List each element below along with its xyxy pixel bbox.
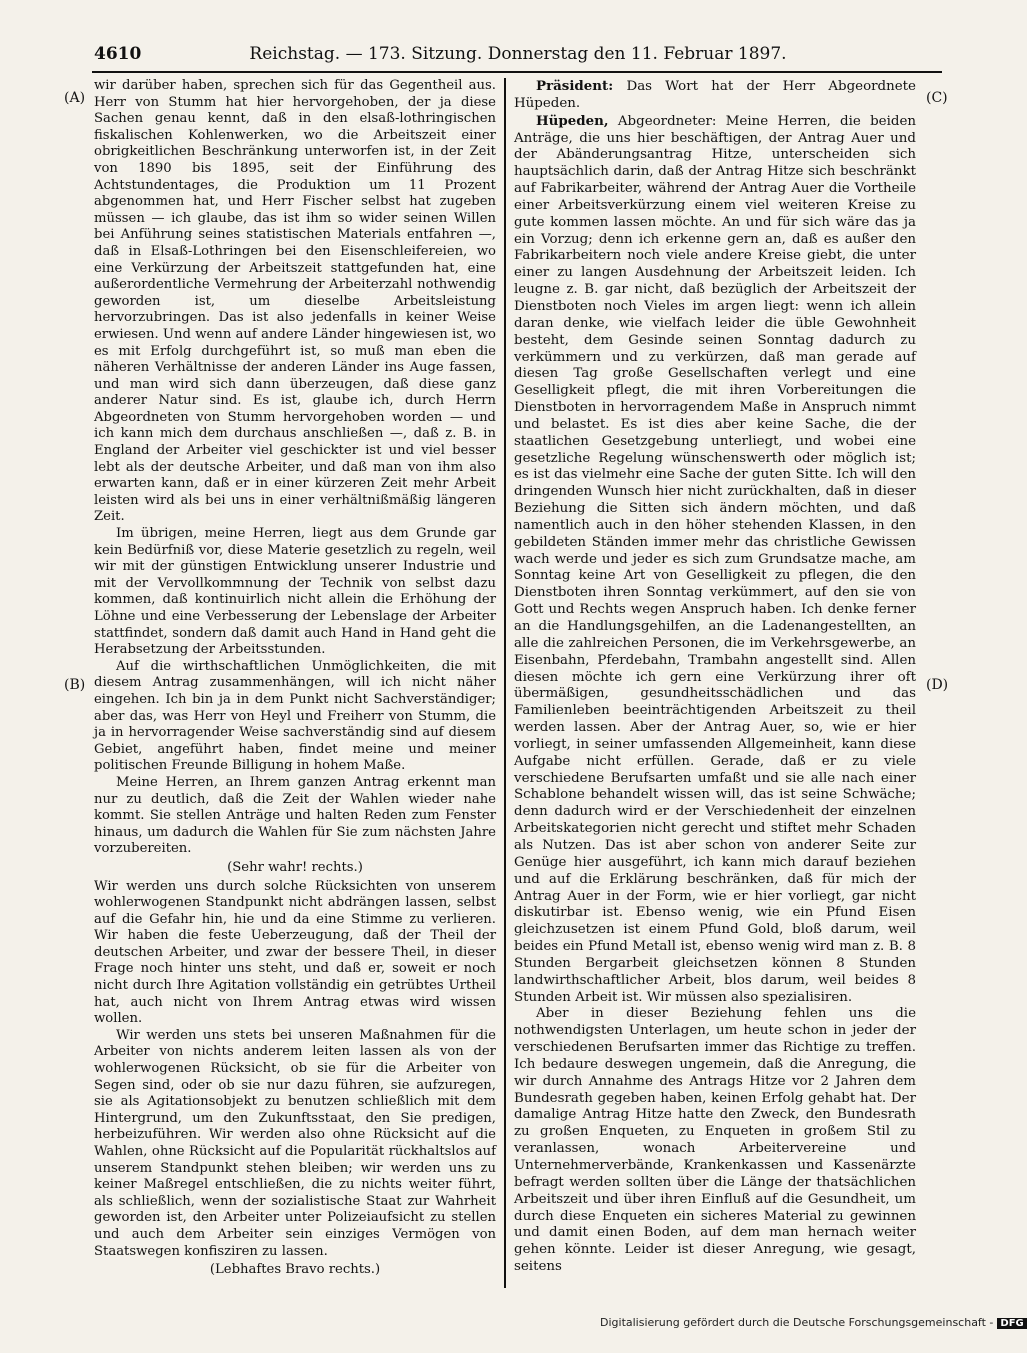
header-rule <box>92 71 942 73</box>
speech-text: Abgeordneter: Meine Herren, die beiden Anträge, die uns hier beschäftigen, der Antrag Auer und der Abänderungsantrag Hitze, unterscheiden sich hauptsächlich darin, daß der Antrag Hitze sich beschränkt auf Fabrikarbeiter, während der Antrag Auer die Vortheile einer Arbeitsverkürzung einem viel weiteren Kreise zu gute kommen lassen möchte. An und für sich wäre das ja ein Vorzug; denn ich erkenne gern an, daß es außer den Fabrikarbeitern noch viele andere Kreise giebt, die unter einer zu langen Ausdehnung der Arbeitszeit leiden. Ich leugne z. B. gar nicht, daß bezüglich der Arbeitszeit der Dienstboten noch Vieles im argen liegt: wenn ich allein daran denke, wie vielfach leider die üble Gewohnheit besteht, dem Gesinde seinen Sonntag dadurch zu verkümmern und zu verkürzen, daß man gerade auf diesen Tag große Gesellschaften verlegt und eine Geselligkeit pflegt, die mit ihren Vorbereitungen die Dienstboten in hervorragendem Maße in Anspruch nimmt und belastet. Es ist dies aber keine Sache, die der staatlichen Gesetzgebung unterliegt, und wobei eine gesetzliche Regelung wünschenswerth oder möglich ist; es ist das vielmehr eine Sache der guten Sitte. Ich will den dringenden Wunsch hier nicht zurückhalten, daß in dieser Beziehung die Sitten sich ändern möchten, und daß namentlich auch in den höher stehenden Klassen, in den gebildeten Ständen immer mehr das christliche Gewissen wach werde und jeder es sich zum Grundsatze mache, am Sonntag keine Art von Geselligkeit zu pflegen, die den Dienstboten ihren Sonntag verkümmert, auf den sie von Gott und Rechts wegen Anspruch haben. Ich denke ferner an die Handlungsgehilfen, an die Ladenangestellten, an alle die zahlreichen Personen, die im Verkehrsgewerbe, an Eisenbahn, Pferdebahn, Trambahn angestellt sind. Allen diesen möchte ich gern eine Verkürzung ihrer oft übermäßigen, gesundheitsschädlichen und das Familienleben beeinträchtigenden Arbeitszeit zu theil werden lassen. Aber der Antrag Auer, so, wie er hier vorliegt, in seiner umfassenden Allgemeinheit, kann diese Aufgabe nicht erfüllen. Gerade, daß er zu viele verschiedene Berufsarten umfaßt und sie alle nach einer Schablone behandelt wissen will, das ist seine Schwäche; denn dadurch wird er der Verschiedenheit der einzelnen Arbeitskategorien nicht gerecht und stiftet mehr Schaden als Nutzen. Das ist aber schon von anderer Seite zur Genüge hier ausgeführt, ich kann mich darauf beziehen und auf die Erklärung beschränken, daß für mich der Antrag Auer in der Form, wie er hier vorliegt, gar nicht diskutirbar ist. Ebenso wenig, wie ein Pfund Eisen gleichzusetzen ist einem Pfund Gold, bloß darum, weil beides ein Pfund Metall ist, ebenso wenig wird man z. B. 8 Stunden Bergarbeit gleichsetzen können 8 Stunden landwirthschaftlicher Arbeit, blos darum, weil beides 8 Stunden Arbeit ist. Wir müssen also spezialisiren. <box>514 113 916 1005</box>
footer-credit <box>600 1316 1027 1329</box>
running-title: Reichstag. — 173. Sitzung. Donnerstag den 11. Februar 1897. <box>249 44 787 64</box>
margin-marker-c: (C) <box>926 90 948 106</box>
paragraph: Auf die wirthschaftlichen Unmöglichkeiten, die mit diesem Antrag zusammenhängen, will ich nicht näher eingehen. Ich bin ja in dem Punkt nicht Sachverständiger; aber das, was Herr von Heyl und Freiherr von Stumm, die ja in hervorragender Weise sachverständig sind auf diesem Gebiet, angeführt haben, findet meine und meiner politischen Freunde Billigung in hohem Maße. <box>94 658 496 774</box>
paragraph <box>514 78 916 113</box>
paragraph: Wir werden uns stets bei unseren Maßnahmen für die Arbeiter von nichts anderem leiten lassen als von der wohlerwogenen Rücksicht, ob sie für die Arbeiter von Segen sind, oder ob sie nur dazu führen, sie aufzuregen, sie als Agitationsobjekt zu benutzen schließlich mit dem Hintergrund, um den Zukunftsstaat, den Sie predigen, herbeizuführen. Wir werden also ohne Rücksicht auf die Wahlen, ohne Rücksicht auf die Popularität rückhaltslos auf unserem Standpunkt stehen bleiben; wir werden uns zu keiner Maßregel entschließen, die zu nichts weiter führt, als schließlich, wenn der sozialistische Staat zur Wahrheit geworden ist, den Arbeiter unter Polizeiaufsicht zu stellen und auch dem Arbeiter sein einziges Vermögen von Staatswegen konfisziren zu lassen. <box>94 1027 496 1259</box>
dfg-logo: DFG <box>997 1318 1026 1329</box>
paragraph: Im übrigen, meine Herren, liegt aus dem Grunde gar kein Bedürfniß vor, diese Materie gesetzlich zu regeln, weil wir mit der günstigen Entwicklung unserer Industrie und mit der Vervollkommnung der Technik von selbst dazu kommen, daß kontinuirlich nicht allein die Erhöhung der Löhne und eine Verbesserung der Lebenslage der Arbeiter stattfindet, sondern daß damit auch Hand in Hand geht die Herabsetzung der Arbeitsstunden. <box>94 526 496 658</box>
margin-marker-b: (B) <box>64 677 86 693</box>
paragraph: Meine Herren, an Ihrem ganzen Antrag erkennt man nur zu deutlich, daß die Zeit der Wahlen wieder nahe kommt. Sie stellen Anträge und halten Reden zum Fenster hinaus, um dadurch die Wahlen für Sie zum nächsten Jahre vorzubereiten. <box>94 774 496 857</box>
interjection: (Sehr wahr! rechts.) <box>227 859 363 875</box>
speech-text: Das Wort hat der Herr Abgeordnete Hüpeden. <box>514 79 916 111</box>
paragraph: wir darüber haben, sprechen sich für das Gegentheil aus. Herr von Stumm hat hier hervorgehoben, der ja diese Sachen genau kennt, daß in den elsaß-lothringischen fiskalischen Kohlenwerken, wo die Arbeitszeit einer obrigkeitlichen Beschränkung unterworfen ist, in der Zeit von 1890 bis 1895, seit der Einführung des Achtstundentages, die Produktion um 11 Prozent abgenommen hat, und Herr Fischer selbst hat zugeben müssen — ich glaube, das ist ihm so wider seinen Willen bei Anführung seines statistischen Materials entfahren —, daß in Elsaß-Lothringen bei den Eisenschleifereien, wo eine Verkürzung der Arbeitszeit stattgefunden hat, eine außerordentliche Vermehrung der Arbeiterzahl nothwendig geworden ist, um dieselbe Arbeitsleistung hervorzubringen. Das ist also jedenfalls in keiner Weise erwiesen. Und wenn auf andere Länder hingewiesen ist, wo es mit Erfolg durchgeführt ist, so muß man eben die näheren Verhältnisse der anderen Länder ins Auge fassen, und man wird sich dann überzeugen, daß diese ganz anderer Natur sind. Es ist, glaube ich, durch Herrn Abgeordneten von Stumm hervorgehoben worden — und ich kann mich dem durchaus anschließen —, daß z. B. in England der Arbeiter viel geschickter ist und viel besser lebt als der deutsche Arbeiter, und daß man von ihm also erwarten kann, daß er in einer kürzeren Zeit mehr Arbeit leisten wird als bei uns in einer verhältnißmäßig längeren Zeit. <box>94 78 496 525</box>
margin-marker-a: (A) <box>64 90 86 106</box>
footer-text: Digitalisierung gefördert durch die Deutsche Forschungsgemeinschaft - <box>600 1316 994 1329</box>
paragraph: Wir werden uns durch solche Rücksichten von unserem wohlerwogenen Standpunkt nicht abdrängen lassen, selbst auf die Gefahr hin, hie und da eine Stimme zu verlieren. Wir haben die feste Ueberzeugung, daß der Theil der deutschen Arbeiter, und zwar der bessere Theil, in dieser Frage noch hinter uns steht, und daß er, soweit er noch nicht durch Ihre Agitation vollständig ein getrübtes Urtheil hat, auch nicht von Ihrem Antrag etwas wird wissen wollen. <box>94 878 496 1027</box>
page-number: 4610 <box>94 44 142 64</box>
speaker-name: Präsident: <box>536 78 614 94</box>
right-column <box>514 78 916 1276</box>
paragraph <box>514 113 916 1007</box>
paragraph: Aber in dieser Beziehung fehlen uns die nothwendigsten Unterlagen, um heute schon in jeder der verschiedenen Berufsarten immer das Richtige zu treffen. Ich bedaure deswegen ungemein, daß die Anregung, die wir durch Annahme des Antrags Hitze vor 2 Jahren dem Bundesrath gegeben haben, keinen Erfolg gehabt hat. Der damalige Antrag Hitze hatte den Zweck, den Bundesrath zu großen Enqueten, zu Enqueten in großem Stil zu veranlassen, wonach Arbeitervereine und Unternehmerverbände, Krankenkassen und Kassenärzte befragt werden sollten über die Länge der thatsächlichen Arbeitszeit und über ihren Einfluß auf die Gesundheit, um durch diese Enqueten ein sicheres Material zu gewinnen und damit einen Boden, auf dem man hernach weiter gehen könnte. Leider ist dieser Anregung, wie gesagt, seitens <box>514 1006 916 1275</box>
left-column <box>94 78 496 1281</box>
interjection: (Lebhaftes Bravo rechts.) <box>209 1262 381 1278</box>
column-divider <box>504 78 506 1288</box>
speaker-name: Hüpeden, <box>536 112 609 129</box>
page-header <box>94 44 942 68</box>
margin-marker-d: (D) <box>926 677 949 693</box>
